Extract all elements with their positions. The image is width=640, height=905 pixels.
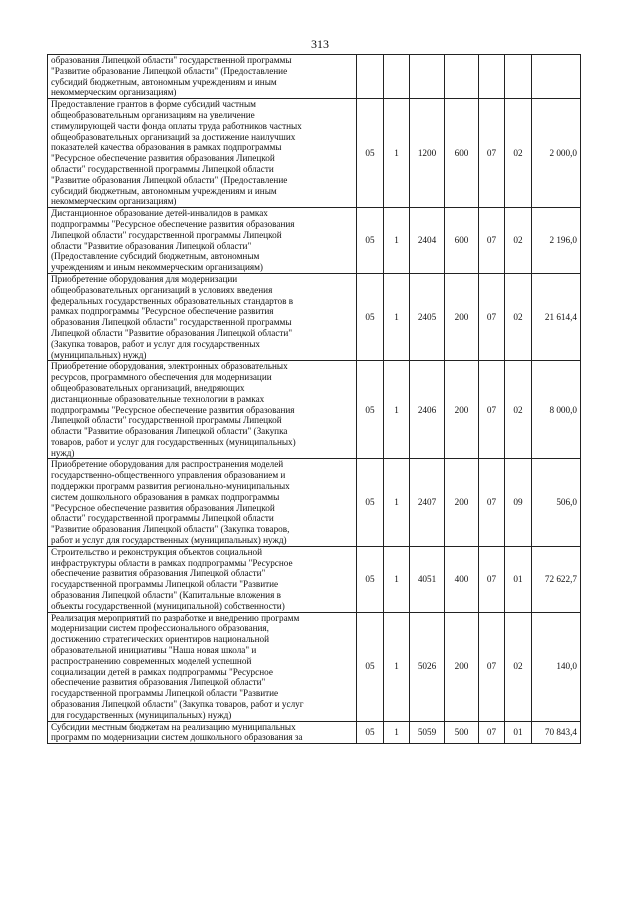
amount: 8 000,0 xyxy=(532,361,581,459)
program-code: 05 xyxy=(357,99,384,208)
subsection-code xyxy=(505,55,532,99)
table-row xyxy=(48,546,581,612)
amount: 72 622,7 xyxy=(532,546,581,612)
table-row xyxy=(48,721,581,744)
row-description: Субсидии местным бюджетам на реализацию муниципальных программ по модернизации систем дошкольного образования за xyxy=(48,721,357,744)
row-description: Строительство и реконструкция объектов социальной инфраструктуры области в рамках подпрограммы "Ресурсное обеспечение развития образования Липецкой области" государственной программы Липецкой области "Развитие образования Липецкой области" (Капитальные вложения в объекты государственной (муниципальной) собственности) xyxy=(48,546,357,612)
program-code xyxy=(357,55,384,99)
expense-type-code: 200 xyxy=(445,612,479,721)
expense-type-code: 500 xyxy=(445,721,479,744)
subsection-code: 02 xyxy=(505,273,532,360)
budget-table xyxy=(47,54,581,744)
section-code: 07 xyxy=(479,459,505,546)
subprogram-code: 1 xyxy=(384,459,410,546)
table-row xyxy=(48,208,581,274)
row-description: Реализация мероприятий по разработке и внедрению программ модернизации систем профессионального образования, достижению стратегических ориентиров национальной образовательной инициативы "Наша новая школа" и распространению современных моделей успешной социализации детей в рамках подпрограммы "Ресурсное обеспечение развития образования Липецкой области" государственной программы Липецкой области "Развитие образования Липецкой области" (Закупка товаров, работ и услуг для государственных (муниципальных) нужд) xyxy=(48,612,357,721)
row-description: Приобретение оборудования для модернизации общеобразовательных организаций в условиях введения федеральных государственных образовательных стандартов в рамках подпрограммы "Ресурсное обеспечение развития образования Липецкой области" государственной программы Липецкой области "Развитие образования Липецкой области" (Закупка товаров, работ и услуг для государственных (муниципальных) нужд) xyxy=(48,273,357,360)
program-code: 05 xyxy=(357,612,384,721)
amount: 506,0 xyxy=(532,459,581,546)
section-code: 07 xyxy=(479,546,505,612)
page-number: 313 xyxy=(311,37,329,51)
section-code: 07 xyxy=(479,361,505,459)
program-code: 05 xyxy=(357,721,384,744)
section-code xyxy=(479,55,505,99)
target-article-code: 2407 xyxy=(410,459,445,546)
amount: 21 614,4 xyxy=(532,273,581,360)
subsection-code: 02 xyxy=(505,612,532,721)
target-article-code: 2405 xyxy=(410,273,445,360)
program-code: 05 xyxy=(357,273,384,360)
subsection-code: 01 xyxy=(505,721,532,744)
row-description: Дистанционное образование детей-инвалидов в рамках подпрограммы "Ресурсное обеспечение развития образования Липецкой области" государственной программы Липецкой области "Развитие образования Липецкой области" (Предоставление субсидий бюджетным, автономным учреждениям и иным некоммерческим организациям) xyxy=(48,208,357,274)
amount: 2 000,0 xyxy=(532,99,581,208)
target-article-code: 2404 xyxy=(410,208,445,274)
table-row xyxy=(48,459,581,546)
subprogram-code: 1 xyxy=(384,361,410,459)
target-article-code: 1200 xyxy=(410,99,445,208)
expense-type-code: 400 xyxy=(445,546,479,612)
target-article-code xyxy=(410,55,445,99)
table-row xyxy=(48,361,581,459)
row-description: Предоставление грантов в форме субсидий частным общеобразовательным организациям на увеличение стимулирующей части фонда оплаты труда работников частных общеобразовательных организаций за достижение наилучших показателей качества образования в рамках подпрограммы "Ресурсное обеспечение развития образования Липецкой области" государственной программы Липецкой области "Развитие образования Липецкой области" (Предоставление субсидий бюджетным, автономным учреждениям и иным некоммерческим организациям) xyxy=(48,99,357,208)
table-row xyxy=(48,55,581,99)
amount: 2 196,0 xyxy=(532,208,581,274)
row-description: образования Липецкой области" государственной программы "Развитие образование Липецкой области" (Предоставление субсидий бюджетным, автономным учреждениям и иным некоммерческим организациям) xyxy=(48,55,357,99)
subprogram-code: 1 xyxy=(384,612,410,721)
expense-type-code: 200 xyxy=(445,361,479,459)
expense-type-code: 600 xyxy=(445,99,479,208)
subsection-code: 02 xyxy=(505,361,532,459)
subprogram-code xyxy=(384,55,410,99)
table-row xyxy=(48,99,581,208)
subsection-code: 02 xyxy=(505,99,532,208)
subprogram-code: 1 xyxy=(384,273,410,360)
program-code: 05 xyxy=(357,546,384,612)
subsection-code: 09 xyxy=(505,459,532,546)
section-code: 07 xyxy=(479,721,505,744)
subprogram-code: 1 xyxy=(384,208,410,274)
budget-table-body xyxy=(48,55,581,744)
expense-type-code: 200 xyxy=(445,273,479,360)
section-code: 07 xyxy=(479,99,505,208)
program-code: 05 xyxy=(357,361,384,459)
program-code: 05 xyxy=(357,208,384,274)
subprogram-code: 1 xyxy=(384,721,410,744)
table-row xyxy=(48,612,581,721)
row-description: Приобретение оборудования, электронных образовательных ресурсов, программного обеспечения для модернизации общеобразовательных организаций, внедряющих дистанционные образовательные технологии в рамках подпрограммы "Ресурсное обеспечение развития образования Липецкой области" государственной программы Липецкой области "Развитие образования Липецкой области" (Закупка товаров, работ и услуг для государственных (муниципальных) нужд) xyxy=(48,361,357,459)
section-code: 07 xyxy=(479,273,505,360)
target-article-code: 5026 xyxy=(410,612,445,721)
subsection-code: 02 xyxy=(505,208,532,274)
target-article-code: 2406 xyxy=(410,361,445,459)
section-code: 07 xyxy=(479,612,505,721)
expense-type-code: 600 xyxy=(445,208,479,274)
program-code: 05 xyxy=(357,459,384,546)
subprogram-code: 1 xyxy=(384,99,410,208)
target-article-code: 4051 xyxy=(410,546,445,612)
amount: 140,0 xyxy=(532,612,581,721)
table-row xyxy=(48,273,581,360)
amount: 70 843,4 xyxy=(532,721,581,744)
row-description: Приобретение оборудования для распространения моделей государственно-общественного управления образованием и поддержки программ развития регионально-муниципальных систем дошкольного образования в рамках подпрограммы "Ресурсное обеспечение развития образования Липецкой области" государственной программы Липецкой области "Развитие образования Липецкой области" (Закупка товаров, работ и услуг для государственных (муниципальных) нужд) xyxy=(48,459,357,546)
subprogram-code: 1 xyxy=(384,546,410,612)
target-article-code: 5059 xyxy=(410,721,445,744)
expense-type-code xyxy=(445,55,479,99)
section-code: 07 xyxy=(479,208,505,274)
amount xyxy=(532,55,581,99)
subsection-code: 01 xyxy=(505,546,532,612)
expense-type-code: 200 xyxy=(445,459,479,546)
